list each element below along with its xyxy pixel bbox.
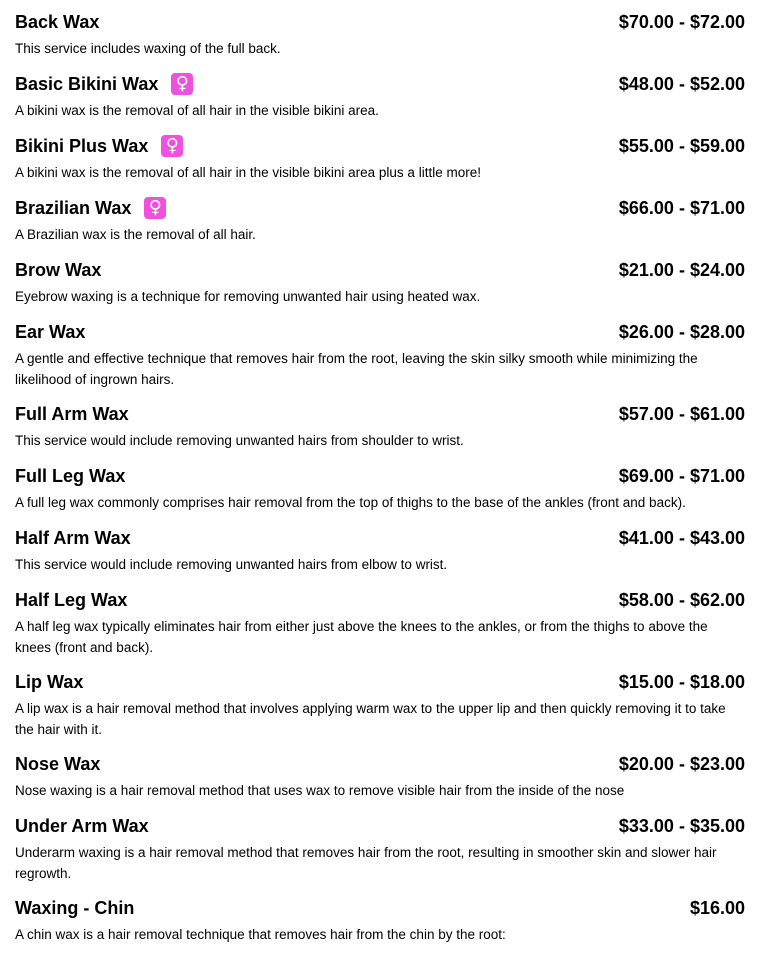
service-name: Half Leg Wax [15, 590, 128, 610]
service-name: Under Arm Wax [15, 816, 149, 836]
service-name: Ear Wax [15, 322, 86, 342]
service-item[interactable] [15, 257, 745, 307]
service-description: Underarm waxing is a hair removal method that removes hair from the root, resulting in smoother skin and slower hair regrowth. [15, 845, 717, 881]
service-item[interactable] [15, 133, 745, 183]
service-item[interactable] [15, 525, 745, 575]
service-price: $69.00 - $71.00 [618, 466, 745, 486]
service-price: $33.00 - $35.00 [618, 816, 745, 836]
service-description: This service would include removing unwanted hairs from elbow to wrist. [15, 557, 448, 572]
service-name: Bikini Plus Wax [15, 136, 149, 156]
service-name: Full Leg Wax [15, 466, 126, 486]
service-price: $20.00 - $23.00 [618, 754, 745, 774]
service-price: $48.00 - $52.00 [618, 74, 745, 94]
service-item[interactable] [15, 9, 745, 59]
service-price: $21.00 - $24.00 [618, 260, 745, 280]
female-icon: ♀ [171, 73, 193, 95]
service-item[interactable] [15, 669, 745, 740]
service-description: A bikini wax is the removal of all hair in the visible bikini area. [15, 103, 379, 118]
service-item[interactable] [15, 587, 745, 658]
service-price: $16.00 [689, 898, 745, 918]
service-name: Nose Wax [15, 754, 101, 774]
service-price: $57.00 - $61.00 [618, 404, 745, 424]
service-name: Lip Wax [15, 672, 84, 692]
service-item[interactable] [15, 401, 745, 451]
service-item[interactable] [15, 813, 745, 884]
service-name: Brazilian Wax [15, 198, 132, 218]
service-name: Back Wax [15, 12, 100, 32]
service-price: $26.00 - $28.00 [618, 322, 745, 342]
service-description: Eyebrow waxing is a technique for removing unwanted hair using heated wax. [15, 289, 481, 304]
service-name: Half Arm Wax [15, 528, 131, 548]
service-item[interactable] [15, 71, 745, 121]
service-description: Nose waxing is a hair removal method that uses wax to remove visible hair from the inside of the nose [15, 783, 625, 798]
service-price: $41.00 - $43.00 [618, 528, 745, 548]
service-description: A gentle and effective technique that removes hair from the root, leaving the skin silky smooth while minimizing the likelihood of ingrown hairs. [15, 351, 698, 387]
service-price: $15.00 - $18.00 [618, 672, 745, 692]
service-item[interactable] [15, 751, 745, 801]
service-item[interactable] [15, 463, 745, 513]
service-price: $70.00 - $72.00 [618, 12, 745, 32]
service-item[interactable] [15, 319, 745, 390]
female-icon: ♀ [144, 197, 166, 219]
service-name: Brow Wax [15, 260, 102, 280]
service-description: A bikini wax is the removal of all hair in the visible bikini area plus a little more! [15, 165, 481, 180]
service-item[interactable] [15, 895, 745, 945]
service-price: $58.00 - $62.00 [618, 590, 745, 610]
service-item[interactable] [15, 195, 745, 245]
service-name: Waxing - Chin [15, 898, 135, 918]
service-description: A half leg wax typically eliminates hair from either just above the knees to the ankles, or from the thighs to above the knees (front and back). [15, 619, 708, 655]
service-price: $66.00 - $71.00 [618, 198, 745, 218]
female-icon: ♀ [161, 135, 183, 157]
service-description: A full leg wax commonly comprises hair removal from the top of thighs to the base of the ankles (front and back). [15, 495, 686, 510]
service-name: Basic Bikini Wax [15, 74, 159, 94]
service-description: A lip wax is a hair removal method that involves applying warm wax to the upper lip and then quickly removing it to take the hair with it. [15, 701, 726, 737]
service-name: Full Arm Wax [15, 404, 129, 424]
service-description: A Brazilian wax is the removal of all hair. [15, 227, 256, 242]
service-description: This service would include removing unwanted hairs from shoulder to wrist. [15, 433, 464, 448]
service-description: A chin wax is a hair removal technique that removes hair from the chin by the root: [15, 927, 506, 942]
service-description: This service includes waxing of the full back. [15, 41, 281, 56]
service-price: $55.00 - $59.00 [618, 136, 745, 156]
